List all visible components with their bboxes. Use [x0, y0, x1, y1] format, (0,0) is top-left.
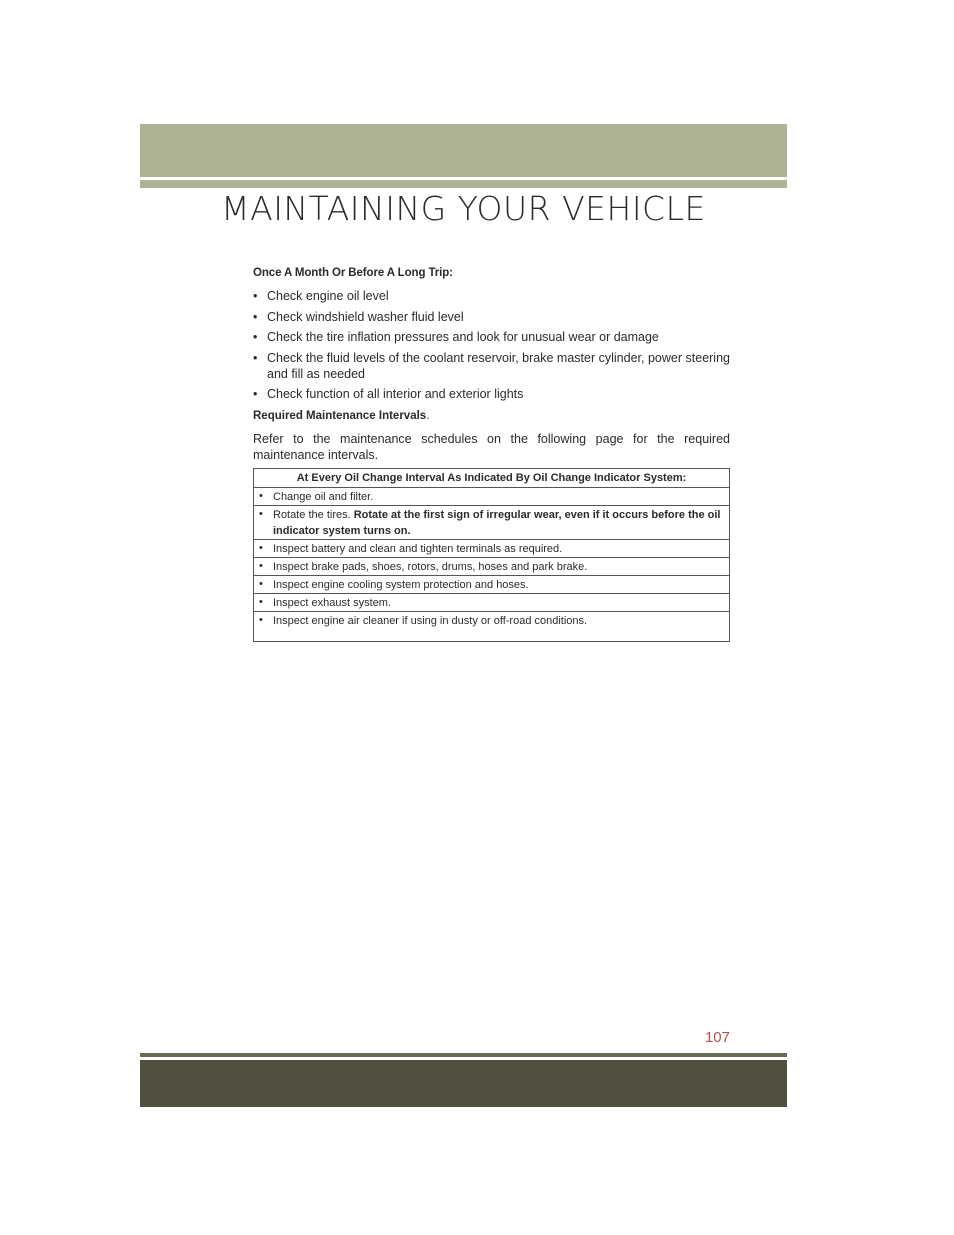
bullet-icon: • — [259, 560, 263, 572]
table-header-row — [254, 469, 730, 488]
list-item — [253, 309, 730, 325]
bullet-icon: • — [259, 614, 263, 626]
table-cell — [254, 576, 730, 594]
table-cell — [254, 488, 730, 506]
intervals-heading-line — [253, 408, 730, 424]
table-cell-text: Inspect battery and clean and tighten terminals as required. — [273, 543, 563, 555]
bullet-icon: • — [259, 542, 263, 554]
list-item-text: Check function of all interior and exterior lights — [267, 387, 524, 401]
monthly-checklist — [253, 288, 730, 402]
bullet-icon: • — [253, 289, 258, 303]
bullet-icon: • — [253, 330, 258, 344]
table-row — [254, 594, 730, 612]
table-cell-bold-text: Rotate at the first sign of irregular wear, even if it occurs before the oil indicator system turns on. — [273, 509, 721, 537]
maintenance-table — [253, 468, 730, 642]
list-item — [253, 329, 730, 345]
bullet-icon: • — [253, 387, 258, 401]
header-band — [140, 124, 787, 177]
bullet-icon: • — [253, 309, 258, 324]
footer-rule — [140, 1053, 787, 1057]
table-cell — [254, 594, 730, 612]
table-cell — [254, 558, 730, 576]
table-header: At Every Oil Change Interval As Indicated By Oil Change Indicator System: — [254, 469, 730, 488]
list-item — [253, 288, 730, 304]
list-item-text: Check the fluid levels of the coolant reservoir, brake master cylinder, power steering and fill as needed — [267, 350, 730, 381]
table-row — [254, 488, 730, 506]
list-item — [253, 386, 730, 402]
table-row — [254, 612, 730, 642]
page-number: 107 — [704, 1029, 730, 1046]
monthly-heading: Once A Month Or Before A Long Trip: — [253, 267, 453, 279]
table-row — [254, 558, 730, 576]
table-row — [254, 576, 730, 594]
table-cell-text: Inspect engine air cleaner if using in dusty or off-road conditions. — [273, 615, 588, 627]
footer-band — [140, 1060, 787, 1107]
list-item-text: Check engine oil level — [267, 289, 389, 303]
table-cell-text: Change oil and filter. — [273, 491, 374, 503]
bullet-icon: • — [259, 490, 263, 502]
table-cell-text: Inspect engine cooling system protection and hoses. — [273, 579, 529, 591]
table-cell — [254, 612, 730, 642]
intervals-heading-suffix: . — [426, 410, 430, 422]
table-cell — [254, 540, 730, 558]
table-cell-text: Inspect exhaust system. — [273, 597, 391, 609]
table-row — [254, 540, 730, 558]
chapter-title: MAINTAINING YOUR VEHICLE — [221, 189, 706, 228]
bullet-icon: • — [259, 596, 263, 608]
list-item-text: Check the tire inflation pressures and look for unusual wear or damage — [267, 330, 659, 344]
table-cell-text: Inspect brake pads, shoes, rotors, drums, hoses and park brake. — [273, 561, 588, 573]
table-cell-text: Rotate the tires. — [273, 509, 354, 521]
list-item-text: Check windshield washer fluid level — [267, 309, 464, 324]
table-row — [254, 506, 730, 540]
bullet-icon: • — [253, 350, 258, 365]
list-item — [253, 350, 730, 382]
intervals-heading: Required Maintenance Intervals — [253, 410, 427, 422]
bullet-icon: • — [259, 508, 263, 520]
intervals-refer-text: Refer to the maintenance schedules on the following page for the required maintenance intervals. — [253, 432, 730, 462]
page-content — [253, 265, 730, 642]
bullet-icon: • — [259, 578, 263, 590]
table-cell — [254, 506, 730, 540]
